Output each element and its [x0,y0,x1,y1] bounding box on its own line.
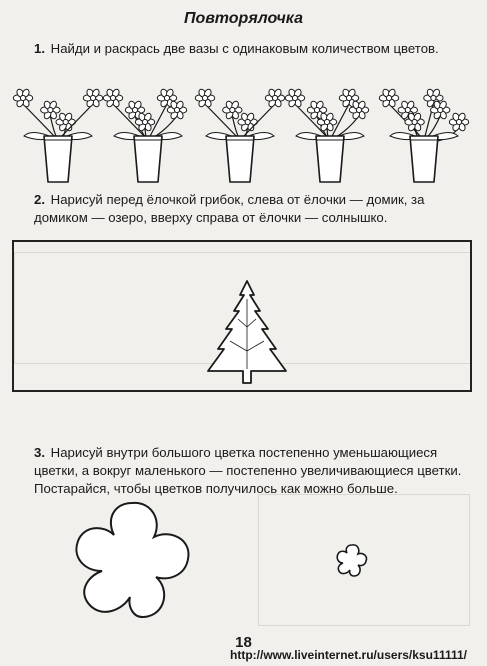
flower [56,112,75,132]
task-text: Нарисуй перед ёлочкой грибок, слева от ёлочки — домик, за домиком — озеро, вверху справа от ёлочки — солнышко. [34,192,425,225]
drawing-frame[interactable] [12,240,472,392]
vases-illustration [12,78,474,186]
vase-2[interactable] [103,88,186,182]
flower [238,112,257,132]
task-text: Нарисуй внутри большого цветка постепенно уменьшающиеся цветки, а вокруг маленького — постепенно увеличивающиеся цветки. Постарайся, чтобы цветков получилось как можно больше. [34,445,462,496]
vase-5[interactable] [379,88,468,182]
flower [41,100,60,120]
vase-body [410,136,438,182]
task-number: 2. [34,192,45,207]
vase-4[interactable] [285,88,368,182]
page-title: Повторялочка [184,10,303,27]
small-flower-outline[interactable] [334,542,370,578]
vase-body [316,136,344,182]
vase-3[interactable] [195,88,284,182]
vase-body [44,136,72,182]
vase-1[interactable] [13,88,102,182]
task-number: 3. [34,445,45,460]
page-number: 18 [235,634,252,651]
watermark-url: http://www.liveinternet.ru/users/ksu11111/ [230,648,467,662]
flower [449,112,468,132]
task-number: 1. [34,41,45,56]
fir-tree-illustration [206,279,288,386]
task-text: Найди и раскрась две вазы с одинаковым количеством цветов. [50,41,439,56]
big-flower-outline[interactable] [70,497,194,623]
flower [223,100,242,120]
flower [379,88,398,108]
task-2 [34,191,479,227]
vase-body [226,136,254,182]
vase-body [134,136,162,182]
flower [265,88,284,108]
task-1 [34,40,479,58]
flower [195,88,214,108]
flower [103,88,122,108]
flower [13,88,32,108]
task-3 [34,444,479,498]
flower [285,88,304,108]
flower [83,88,102,108]
